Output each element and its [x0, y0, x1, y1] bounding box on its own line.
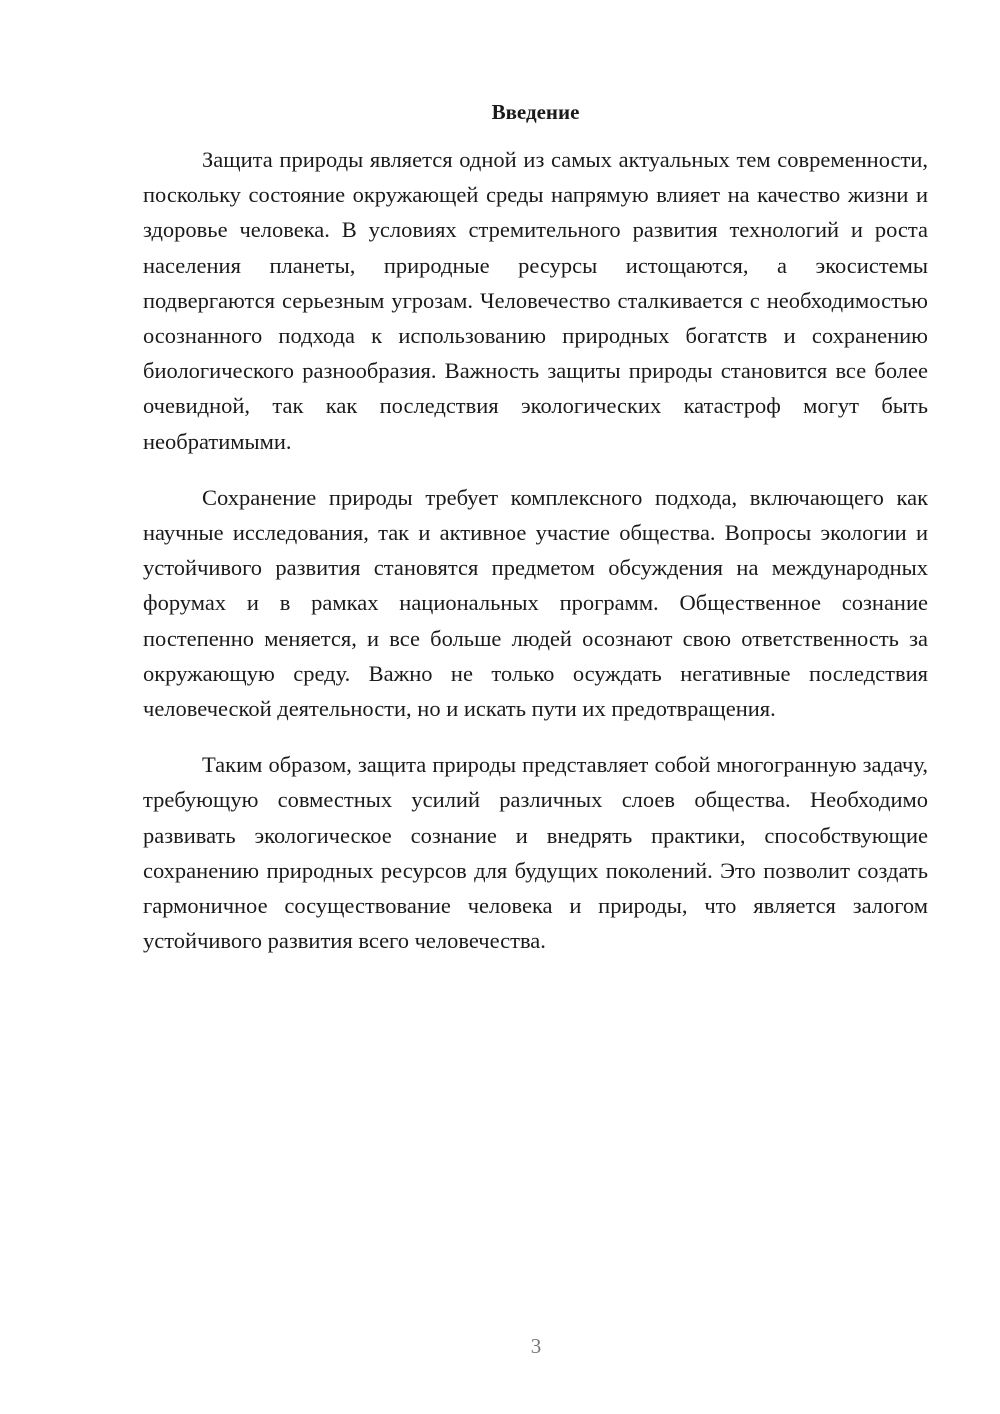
paragraph-3: Таким образом, защита природы представляет собой многогранную задачу, требующую совместных усилий различных слоев общества. Необходимо развивать экологическое сознание и внедрять практики, способствующие сохранению природных ресурсов для будущих поколений. Это позволит создать гармоничное сосуществование человека и природы, что является залогом устойчивого развития всего человечества.: [143, 752, 928, 954]
page-title: Введение: [491, 100, 580, 124]
body-text: [143, 142, 928, 979]
page-number: 3: [530, 1334, 542, 1358]
paragraph-1: Защита природы является одной из самых актуальных тем современности, поскольку состояние окружающей среды напрямую влияет на качество жизни и здоровье человека. В условиях стремительного развития технологий и роста населения планеты, природные ресурсы истощаются, а экосистемы подвергаются серьезным угрозам. Человечество сталкивается с необходимостью осознанного подхода к использованию природных богатств и сохранению биологического разнообразия. Важность защиты природы становится все более очевидной, так как последствия экологических катастроф могут быть необратимыми.: [143, 147, 928, 454]
paragraph-2: Сохранение природы требует комплексного подхода, включающего как научные исследования, так и активное участие общества. Вопросы экологии и устойчивого развития становятся предметом обсуждения на международных форумах и в рамках национальных программ. Общественное сознание постепенно меняется, и все больше людей осознают свою ответственность за окружающую среду. Важно не только осуждать негативные последствия человеческой деятельности, но и искать пути их предотвращения.: [143, 484, 928, 722]
